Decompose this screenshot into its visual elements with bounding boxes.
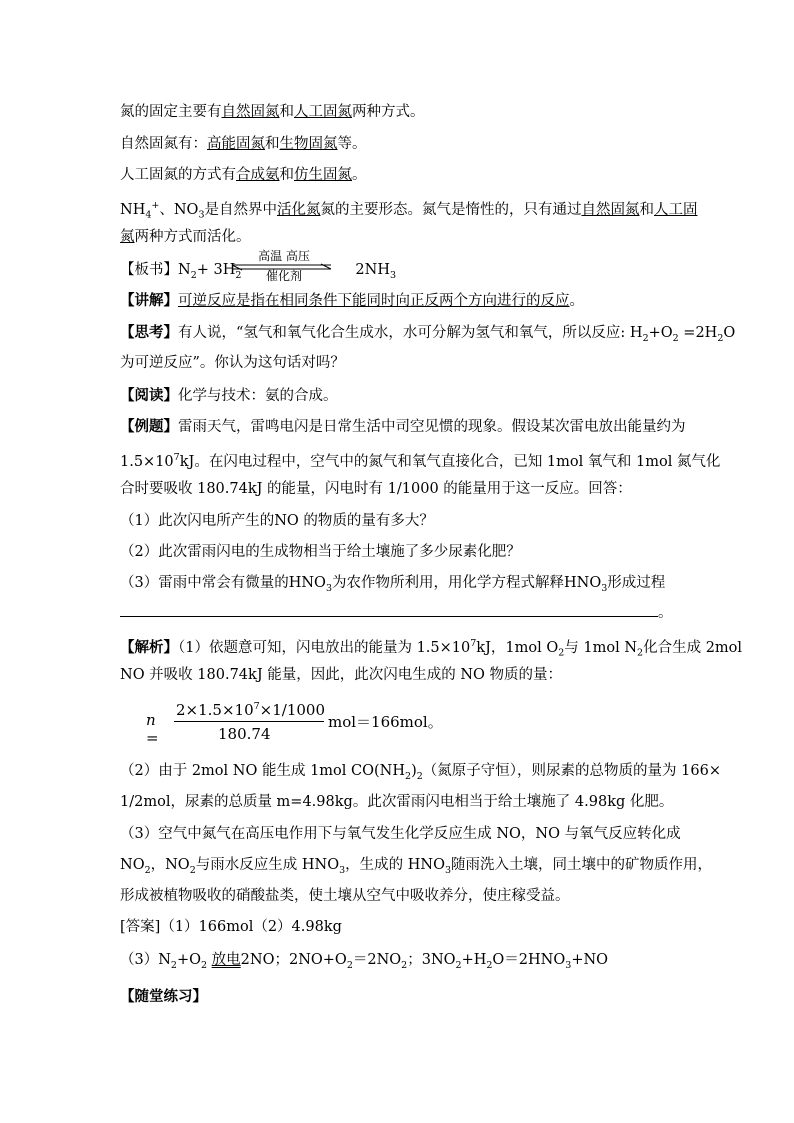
formula-numerator: $2\times 1.5\times 10^7\times 1/1000$ — [176, 701, 326, 719]
answer-line2: $(3)N_2+O_2$ 放电2NO；$2NO+O_2=2NO_2$；$3NO_2+H_2O=2HNO_3+NO$ — [120, 952, 609, 971]
analysis-line4: 1/2mol，尿素的总质量 m=4.98kg。此次雷雨闪电相当于给土壤施了 4.98kg 化肥。 — [120, 794, 674, 810]
think-question: 【思考】有人说，“氢气和氧气化合生成水，水可分解为氢气和氧气，所以反应: $H_2+O_2 =2H_2O$ — [120, 324, 736, 344]
reversible-arrow — [230, 250, 333, 282]
arrow-condition-bottom: 催化剂 — [265, 269, 302, 283]
para-active-nitrogen: $NH_4^+$、$NO_3$是自然界中活化氮氮的主要形态。氮气是惰性的，只有通过自然固氮和人工固 — [120, 200, 698, 221]
example-q1: （1）此次闪电所产生的NO 的物质的量有多大？ — [120, 513, 434, 529]
formula-n: n = — [146, 711, 159, 747]
example-line2: $1.5\times 10^7kJ$。在闪电过程中，空气中的氮气和氧气直接化合，已知 1mol 氧气和 1mol 氮气化 — [120, 452, 721, 470]
analysis-line2: NO 并吸收 180.74kJ 能量，因此，此次闪电生成的 NO 物质的量： — [120, 667, 563, 683]
discharge-condition: 放电 — [211, 952, 241, 968]
analysis-line7: 形成被植物吸收的硝酸盐类，使土壤从空气中吸收养分，使庄稼受益。 — [120, 888, 570, 904]
analysis-line3: （2）由于 2mol NO 能生成 1mol $CO(NH_2)_2$（氮原子守恒），则尿素的总物质的量为 166× — [120, 763, 721, 782]
lecture-reversible: 【讲解】可逆反应是指在相同条件下能同时向正反两个方向进行的反应。 — [120, 292, 584, 309]
para-fixation-methods: 氮的固定主要有自然固氮和人工固氮两种方式。 — [120, 104, 425, 120]
analysis-line1: 【解析】（1）依题意可知，闪电放出的能量为 $1.5\times 10^7kJ$，1mol $O_2$与 1mol $N_2$化合生成 2mol — [120, 638, 743, 659]
practice-heading: 【随堂练习】 — [120, 988, 207, 1005]
para-active-nitrogen-cont: 氮两种方式而活化。 — [120, 229, 251, 245]
answer-line1: [答案]（1）166mol（2）4.98kg — [120, 919, 342, 935]
para-artificial-fixation: 人工固氮的方式有合成氨和仿生固氮。 — [120, 167, 367, 183]
formula-result: mol＝166mol。 — [328, 713, 443, 731]
think-question-cont: 为可逆反应”。你认为这句话对吗？ — [120, 355, 345, 371]
reading: 【阅读】化学与技术：氨的合成。 — [120, 387, 338, 404]
para-natural-fixation: 自然固氮有：高能固氮和生物固氮等。 — [120, 136, 367, 152]
analysis-line5: （3）空气中氮气在高压电作用下与氧气发生化学反应生成 NO，NO 与氧气反应转化成 — [120, 826, 681, 842]
arrow-condition-top: 高温 高压 — [258, 249, 310, 263]
answer-blank-line: 。 — [120, 602, 673, 622]
board-equation: 【板书】$N_2+ 3H_2$ $2NH_3$ — [120, 262, 397, 281]
fraction-bar — [174, 721, 324, 722]
example-line1: 【例题】雷雨天气，雷鸣电闪是日常生活中司空见惯的现象。假设某次雷电放出能量约为 — [120, 418, 686, 435]
formula-denominator: 180.74 — [218, 725, 271, 743]
analysis-line6: $NO_2$，$NO_2$与雨水反应生成 $HNO_3$，生成的 $HNO_3$随雨洗入土壤，同土壤中的矿物质作用， — [120, 857, 713, 876]
example-line3: 合时要吸收 180.74kJ 的能量，闪电时有 1/1000 的能量用于这一反应。回答： — [120, 481, 632, 497]
fill-blank[interactable] — [120, 602, 658, 617]
example-q2: （2）此次雷雨闪电的生成物相当于给土壤施了多少尿素化肥？ — [120, 544, 521, 560]
example-q3: （3）雷雨中常会有微量的$HNO_3$为农作物所利用，用化学方程式解释$HNO_3$形成过程 — [120, 575, 666, 594]
